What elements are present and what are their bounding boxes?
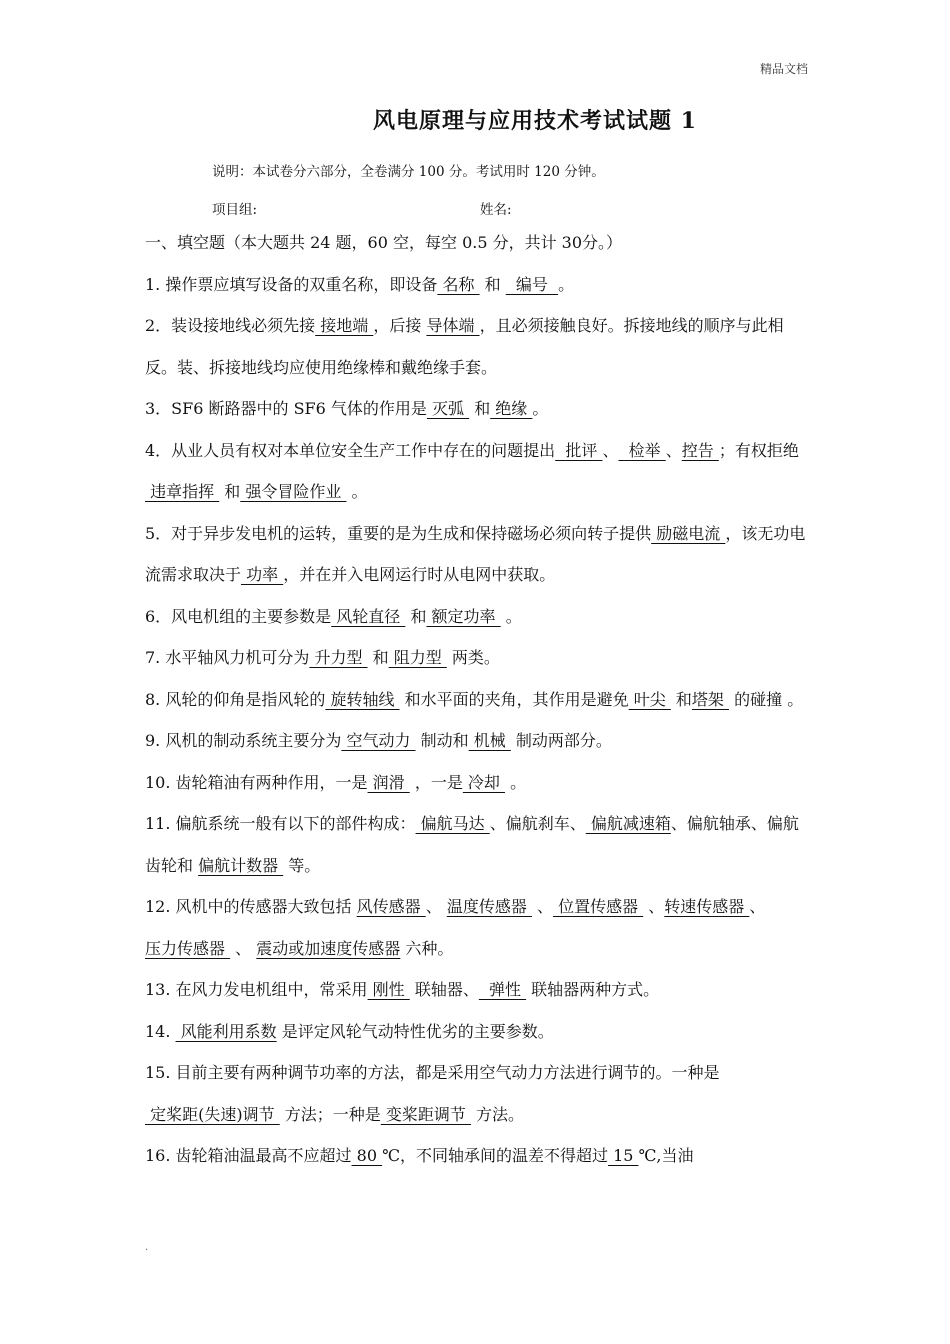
answer-blank: 80 [351,1146,383,1165]
question-8 [145,679,810,721]
question-text: ，并在并入电网运行时从电网中获取。 [283,565,556,584]
answer-blank: 接地端 [315,316,374,335]
page-title: 风电原理与应用技术考试试题 1 [373,108,697,134]
answer-blank: 温度传感器 [446,897,532,916]
answer-blank: 震动或加速度传感器 [256,938,401,958]
question-10 [145,762,810,804]
answer-blank: 导体端 [426,316,480,335]
question-text: 。 [346,482,368,501]
question-text: 12. 风机中的传感器大致包括 [145,897,357,916]
answer-blank: 转速传感器 [664,897,750,916]
question-4 [145,430,810,513]
question-text: 11. 偏航系统一般有以下的部件构成： [145,814,416,833]
question-text: 。 [558,274,575,294]
answer-blank: 阻力型 [388,648,447,667]
question-text: 、 [425,897,447,916]
answer-blank: 刚性 [367,980,410,999]
answer-blank: 风能利用系数 [175,1021,277,1041]
section-heading: 一、填空题（本大题共 24 题，60 空，每空 0.5 分，共计 30分。） [145,233,623,252]
question-text: 、 [531,897,553,916]
question-6 [145,596,810,638]
answer-blank: 违章指挥 [145,482,220,501]
question-text: 。 [532,399,549,418]
question-text: 、 [230,938,257,958]
question-9 [145,720,810,762]
question-text: 和 [479,274,506,294]
question-text: 方法；一种是 [279,1104,381,1124]
question-7 [145,637,810,679]
question-text: 、偏航轴承、偏航齿轮和 [145,814,799,875]
watermark: 精品文档 [759,62,808,76]
answer-blank: 旋转轴线 [325,689,400,709]
question-text: 和水平面的夹角，其作用是避免 [399,689,629,709]
answer-blank: 变桨距调节 [380,1104,471,1124]
question-16 [145,1135,810,1177]
question-list [145,222,810,1177]
answer-blank: 空气动力 [341,731,416,750]
question-text: 的碰撞 。 [729,689,804,709]
question-text: 3．SF6 断路器中的 SF6 气体的作用是 [145,399,427,418]
question-text: 制动和 [415,731,469,750]
answer-blank: 批评 [555,440,603,460]
answer-blank: 绝缘 [490,399,533,418]
question-text: 15. 目前主要有两种调节功率的方法，都是采用空气动力方法进行调节的。一种是 [145,1063,720,1082]
question-text: 10. 齿轮箱油有两种作用，一是 [145,772,368,792]
question-text: 和 [670,689,692,709]
answer-blank: 功率 [241,565,284,584]
footer-mark: . [145,1242,149,1253]
answer-blank: 塔架 [691,689,730,709]
question-text: ；有权拒绝 [718,440,799,460]
question-text: 9. 风机的制动系统主要分为 [145,731,342,750]
answer-blank: 升力型 [309,648,368,667]
question-text: 和 [469,399,491,418]
question-text: 制动两部分。 [510,731,612,750]
answer-blank: 灭弧 [426,399,470,418]
question-text: 4．从业人员有权对本单位安全生产工作中存在的问题提出 [145,440,556,460]
question-text: 联轴器、 [409,980,479,999]
answer-blank: 润滑 [367,772,410,792]
question-text: 。 [500,606,522,626]
answer-blank: 偏航减速箱 [585,814,671,833]
answer-blank: 弹性 [478,980,527,999]
question-text: 等。 [283,855,321,875]
answer-blank: 冷却 [462,772,506,792]
question-text: 。 [505,772,527,792]
question-text: 8. 风轮的仰角是指风轮的 [145,689,326,709]
answer-blank: 控告 [681,440,719,460]
answer-blank: 检举 [618,440,666,460]
name-label: 姓名: [480,202,512,218]
answer-blank: 机械 [468,731,511,750]
question-2 [145,305,810,388]
question-1 [145,264,810,306]
question-text: 16. 齿轮箱油温最高不应超过 [145,1146,352,1165]
question-text: 是评定风轮气动特性优劣的主要参数。 [276,1021,554,1041]
questions [145,264,810,1177]
question-14 [145,1011,810,1053]
question-13 [145,969,810,1011]
question-text: 、 [665,440,682,460]
answer-blank: 压力传感器 [145,938,231,958]
question-text: 1. 操作票应填写设备的双重名称，即设备 [145,274,438,294]
question-text: ，一是 [409,772,463,792]
answer-blank: 偏航计数器 [198,855,284,875]
question-text: 、 [749,897,766,916]
question-text: 和 [405,606,427,626]
question-text: 和 [367,648,389,667]
question-text: 6．风电机组的主要参数是 [145,606,332,626]
question-15 [145,1052,810,1135]
question-3 [145,388,810,430]
question-text: 7. 水平轴风力机可分为 [145,648,310,667]
question-text: 两类。 [446,648,500,667]
answer-blank: 叶尖 [628,689,671,709]
group-label: 项目组: [212,202,258,218]
question-text: 13. 在风力发电机组中，常采用 [145,980,368,999]
question-11 [145,803,810,886]
question-text: 、偏航刹车、 [489,814,586,833]
question-text: ℃，不同轴承间的温差不得超过 [382,1146,608,1165]
answer-blank: 风轮直径 [331,606,406,626]
answer-blank: 偏航马达 [415,814,490,833]
answer-blank: 风传感器 [356,897,426,916]
answer-blank: 15 [607,1146,639,1165]
question-text: 5．对于异步发电机的运转，重要的是为生成和保持磁场必须向转子提供 [145,523,652,543]
question-text: 14. [145,1021,176,1041]
question-text: 和 [219,482,241,501]
question-text: 2．装设接地线必须先接 [145,316,316,335]
answer-blank: 编号 [505,274,559,294]
question-text: ，该无功电流需求取决于 [145,523,806,584]
question-text: 、 [643,897,665,916]
question-12 [145,886,810,969]
question-text: 联轴器两种方式。 [526,980,660,999]
answer-blank: 励磁电流 [651,523,726,543]
exam-note: 说明：本试卷分六部分，全卷满分 100 分。考试用时 120 分钟。 [212,164,605,180]
question-text: ℃,当油 [638,1146,694,1165]
question-text: ，且必须接触良好。拆接地线的顺序与此相反。装、拆接地线均应使用绝缘棒和戴绝缘手套。 [145,316,784,377]
question-5 [145,513,810,596]
question-text: 方法。 [470,1104,525,1124]
answer-blank: 位置传感器 [553,897,644,916]
answer-blank: 额定功率 [426,606,501,626]
answer-blank: 名称 [437,274,480,294]
answer-blank: 定桨距(失速)调节 [145,1104,280,1124]
question-text: ，后接 [373,316,427,335]
answer-blank: 强令冒险作业 [240,482,347,501]
question-text: 六种。 [400,938,454,958]
question-text: 、 [602,440,619,460]
